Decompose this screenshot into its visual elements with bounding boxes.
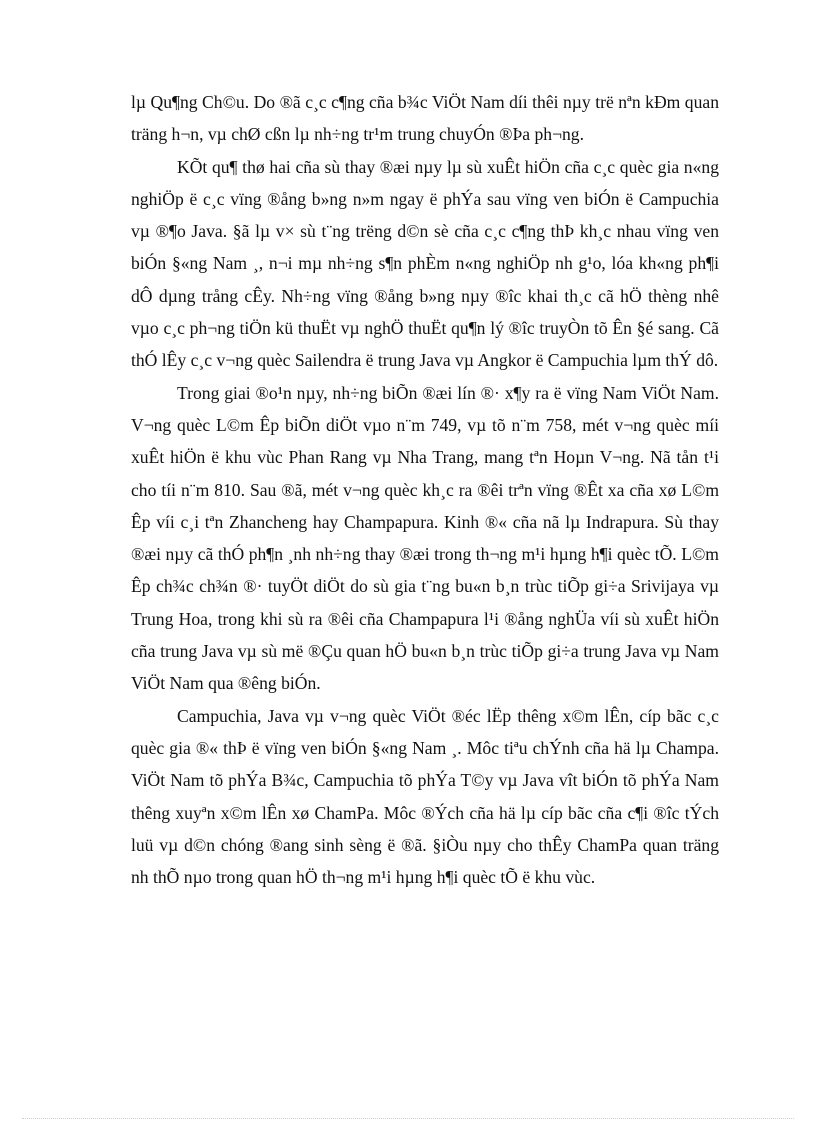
paragraph-4: Campuchia, Java vµ v¬ng quèc ViÖt ®éc lËp thêng x©m lÊn, cíp bãc c¸c quèc gia ®« thÞ ë vïng ven biÓn §«ng Nam ¸. Môc tiªu chÝnh cña hä lµ Champa. ViÖt Nam tõ phÝa B¾c, Campuchia tõ phÝa T©y vµ Java vît biÓn tõ phÝa Nam thêng xuyªn x©m lÊn xø ChamPa. Môc ®Ých cña hä lµ cíp bãc cña c¶i ®îc tÝch luü vµ d©n chóng ®ang sinh sèng ë ®ã. §iÒu nµy cho thÊy ChamPa quan träng nh thÕ nµo trong quan hÖ th¬ng m¹i hµng h¶i quèc tÕ ë khu vùc. xyxy=(131,705,719,888)
paragraph-2: KÕt qu¶ thø hai cña sù thay ®æi nµy lµ sù xuÊt hiÖn cña c¸c quèc gia n«ng nghiÖp ë c¸c vïng ®ång b»ng n»m ngay ë phÝa sau vïng ven biÓn ë Campuchia vµ ®¶o Java. §ã lµ v× sù t¨ng trëng d©n sè cña c¸c c¶ng thÞ kh¸c nhau vïng ven biÓn §«ng Nam ¸, n¬i mµ nh÷ng s¶n phÈm n«ng nghiÖp nh g¹o, lóa kh«ng ph¶i dÔ dµng trång cÊy. Nh÷ng vïng ®ång b»ng nµy ®îc khai th¸c cã hÖ thèng nhê vµo c¸c ph¬ng tiÖn kü thuËt vµ nghÖ thuËt qu¶n lý ®îc truyÒn tõ Ên §é sang. Cã thÓ lÊy c¸c v¬ng quèc Sailendra ë trung Java vµ Angkor ë Campuchia lµm thÝ dô. xyxy=(131,156,719,371)
paragraph-1: lµ Qu¶ng Ch©u. Do ®ã c¸c c¶ng cña b¾c ViÖt Nam díi thêi nµy trë nªn kÐm quan träng h¬n, vµ chØ cßn lµ nh÷ng tr¹m trung chuyÓn ®Þa ph¬ng. xyxy=(131,92,719,145)
footer-divider xyxy=(22,1118,794,1119)
body-text xyxy=(131,86,719,893)
paragraph-3: Trong giai ®o¹n nµy, nh÷ng biÕn ®æi lín ®· x¶y ra ë vïng Nam ViÖt Nam. V¬ng quèc L©m Êp biÕn diÖt vµo n¨m 749, vµ tõ n¨m 758, mét v¬ng quèc míi xuÊt hiÖn ë khu vùc Phan Rang vµ Nha Trang, mang tªn Hoµn V¬ng. Nã tån t¹i cho tíi n¨m 810. Sau ®ã, mét v¬ng quèc kh¸c ra ®êi trªn vïng ®Êt xa cña xø L©m Êp víi c¸i tªn Zhancheng hay Champapura. Kinh ®« cña nã lµ Indrapura. Sù thay ®æi nµy cã thÓ ph¶n ¸nh nh÷ng thay ®æi trong th¬ng m¹i hµng h¶i quèc tÕ. L©m Êp ch¾c ch¾n ®· tuyÖt diÖt do sù gia t¨ng bu«n b¸n trùc tiÕp gi÷a Srivijaya vµ Trung Hoa, trong khi sù ra ®êi cña Champapura l¹i ®ång nghÜa víi sù xuÊt hiÖn cña trung Java vµ sù më ®Çu quan hÖ bu«n b¸n trùc tiÕp gi÷a trung Java vµ Nam ViÖt Nam qua ®êng biÓn. xyxy=(131,382,719,694)
